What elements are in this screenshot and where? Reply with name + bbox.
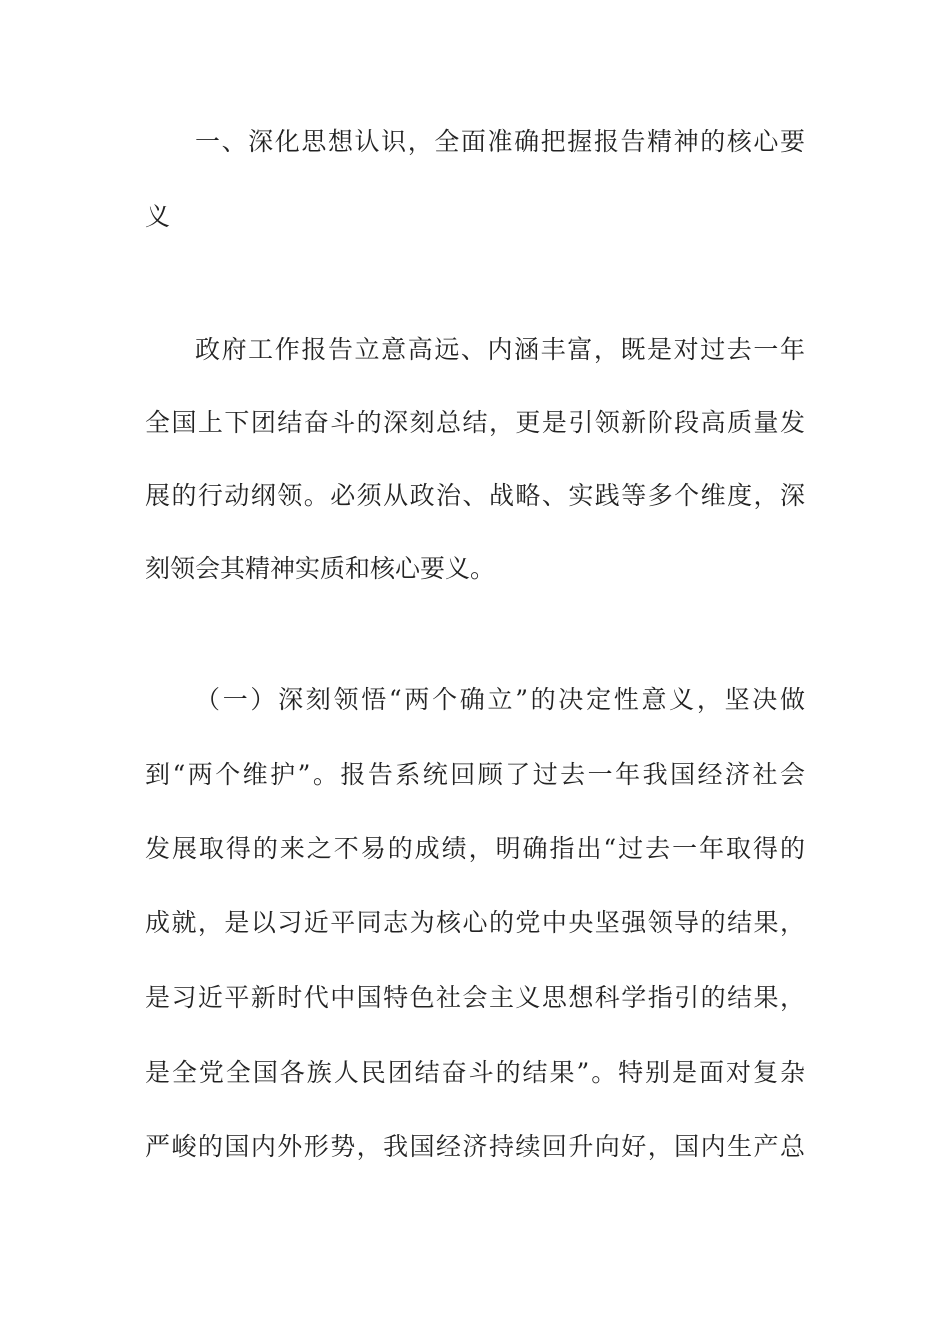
paragraph-1-line-3: 展的行动纲领。必须从政治、战略、实践等多个维度，深 xyxy=(145,481,805,510)
paragraph-1-line-2: 全国上下团结奋斗的深刻总结，更是引领新阶段高质量发 xyxy=(145,408,805,437)
paragraph-2-line-6: 是全党全国各族人民团结奋斗的结果”。特别是面对复杂 xyxy=(145,1058,805,1087)
paragraph-2-line-7: 严峻的国内外形势，我国经济持续回升向好，国内生产总 xyxy=(145,1132,805,1161)
paragraph-1-line-4: 刻领会其精神实质和核心要义。 xyxy=(145,554,496,583)
paragraph-2-line-1: （一）深刻领悟“两个确立”的决定性意义，坚决做 xyxy=(195,685,805,714)
paragraph-2-line-2: 到“两个维护”。报告系统回顾了过去一年我国经济社会 xyxy=(145,760,805,789)
paragraph-1-line-1: 政府工作报告立意高远、内涵丰富，既是对过去一年 xyxy=(195,335,805,364)
paragraph-2-line-3: 发展取得的来之不易的成绩，明确指出“过去一年取得的 xyxy=(145,834,805,863)
paragraph-2-line-5: 是习近平新时代中国特色社会主义思想科学指引的结果， xyxy=(145,983,805,1012)
paragraph-2-line-4: 成就，是以习近平同志为核心的党中央坚强领导的结果， xyxy=(145,908,805,937)
section-heading-line-1: 一、深化思想认识，全面准确把握报告精神的核心要 xyxy=(195,127,805,156)
section-heading-line-2: 义 xyxy=(145,202,171,231)
